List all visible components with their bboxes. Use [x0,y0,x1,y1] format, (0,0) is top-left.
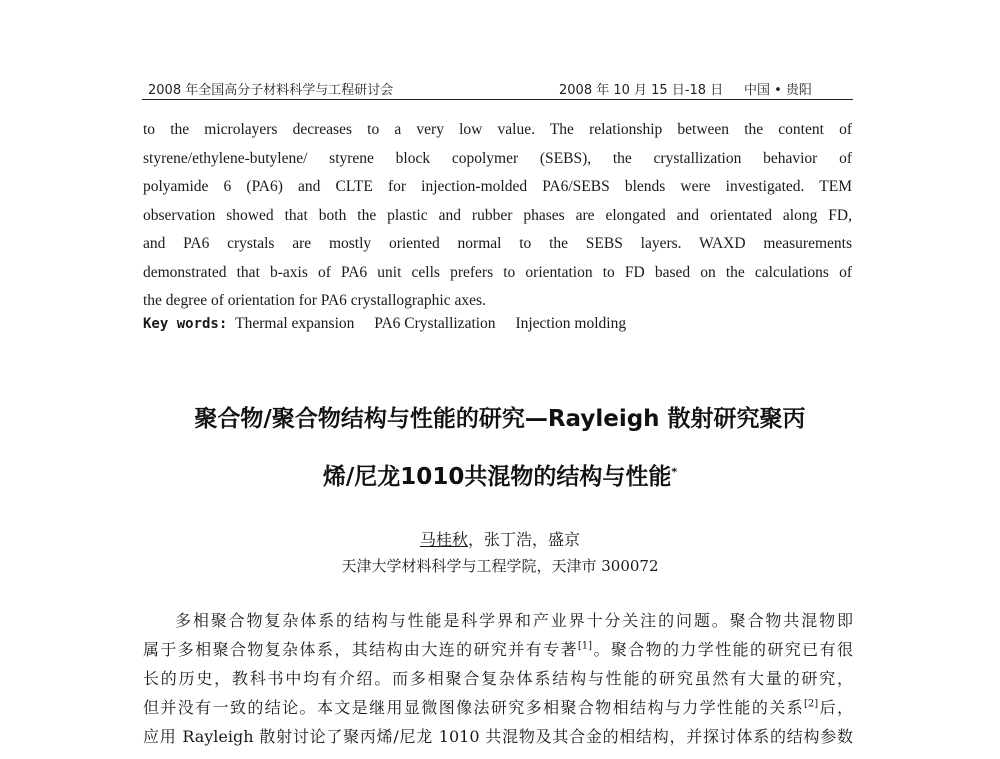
paper-title-line-1 [120,400,880,433]
body-paragraph [143,606,853,751]
paper-title-line-2 [120,458,880,491]
body-text-segment: 后， [818,698,853,717]
header-location: 中国 • 贵阳 [744,83,812,98]
header-dates: 2008 年 10 月 15 日-18 日 [559,83,724,98]
keyword-item: Thermal expansion [235,315,355,332]
title-text: 烯/尼龙1010共混物的结构与性能 [322,464,672,490]
keyword-item: Injection molding [515,315,627,332]
abstract-line: styrene/ethylene-butylene/ styrene block copolymer (SEBS), the crystallization behavior of [143,149,852,167]
affiliation: 天津大学材料科学与工程学院，天津市 300072 [341,557,659,575]
english-abstract [143,116,852,316]
title-text: 聚合物/聚合物结构与性能的研究—Rayleigh 散射研究聚丙 [194,406,806,432]
body-text-segment: 但并没有一致的结论。本文是继用显微图像法研究多相聚合物相结构与力学性能的关系 [143,698,805,717]
co-authors: ，张丁浩，盛京 [468,530,581,549]
keyword-item: PA6 Crystallization [374,315,496,332]
abstract-line: demonstrated that b-axis of PA6 unit cells prefers to orientation to FD based on the calculations of [143,263,852,281]
abstract-line: observation showed that both the plastic and rubber phases are elongated and orientated along FD, [143,206,852,224]
running-header [142,77,853,100]
body-line: 应用 Rayleigh 散射讨论了聚丙烯/尼龙 1010 共混物及其合金的相结构，并探讨体系的结构参数 [143,727,853,746]
body-line: 多相聚合物复杂体系的结构与性能是科学界和产业界十分关注的问题。聚合物共混物即 [175,611,853,630]
authors [300,527,700,550]
abstract-line: polyamide 6 (PA6) and CLTE for injection-molded PA6/SEBS blends were investigated. TEM [143,178,852,195]
body-line: 长的历史，教科书中均有介绍。而多相聚合复杂体系结构与性能的研究虽然有大量的研究， [143,669,853,688]
abstract-line: to the microlayers decreases to a very low value. The relationship between the content of [143,121,852,138]
header-conference: 2008 年全国高分子材料科学与工程研讨会 [148,83,394,98]
body-text-segment: 。聚合物的力学性能的研究已有很 [592,640,853,659]
title-footnote-mark: * [671,465,678,479]
citation: [1] [577,640,593,652]
body-line [143,693,853,722]
keywords-label: Key words: [143,316,228,332]
keywords [143,315,638,333]
citation: [2] [804,698,819,710]
body-text-segment: 属于多相聚合物复杂体系，其结构由大连的研究并有专著 [143,640,578,659]
abstract-line: and PA6 crystals are mostly oriented normal to the SEBS layers. WAXD measurements [143,235,852,252]
corresponding-author: 马桂秋 [419,530,468,549]
body-line [143,635,853,664]
abstract-line: the degree of orientation for PA6 crystallographic axes. [143,292,486,309]
